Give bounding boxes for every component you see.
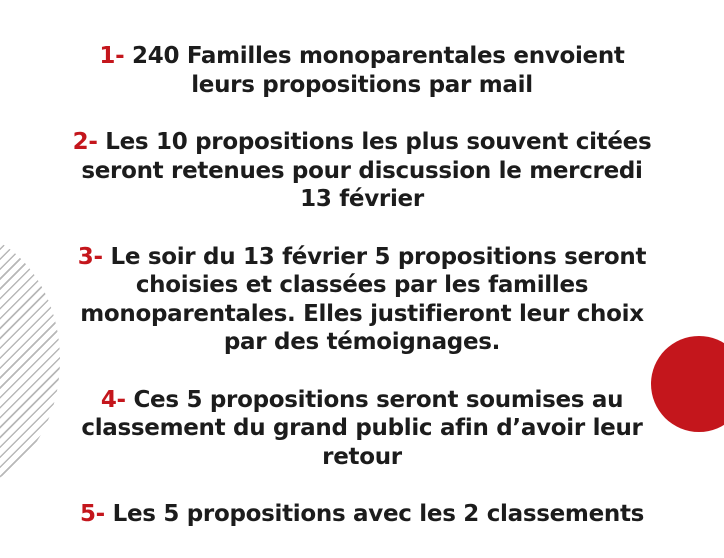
step-text: Les 10 propositions les plus souvent citées seront retenues pour discussion le mercredi 13 février (81, 129, 652, 212)
step-number: 4- (100, 386, 126, 413)
step-2 (72, 128, 652, 214)
step-5 (72, 500, 652, 529)
step-text: Les 5 propositions avec les 2 classements (104, 501, 645, 527)
step-number: 5- (79, 501, 105, 527)
step-1 (72, 42, 652, 99)
step-number: 3- (77, 243, 103, 270)
step-text: Le soir du 13 février 5 propositions seront choisies et classées par les familles monoparentales. Elles justifieront leur choix par des témoignages. (80, 243, 647, 355)
hatched-circle-decoration (0, 230, 60, 490)
step-text: Ces 5 propositions seront soumises au classement du grand public afin d’avoir leur retour (81, 386, 643, 470)
step-text: 240 Familles monoparentales envoient leurs propositions par mail (124, 43, 625, 98)
steps-list (72, 42, 652, 558)
step-3 (72, 243, 652, 357)
step-number: 2- (72, 129, 98, 155)
step-4 (72, 386, 652, 472)
step-number: 1- (99, 43, 125, 69)
red-circle-decoration (651, 336, 724, 432)
